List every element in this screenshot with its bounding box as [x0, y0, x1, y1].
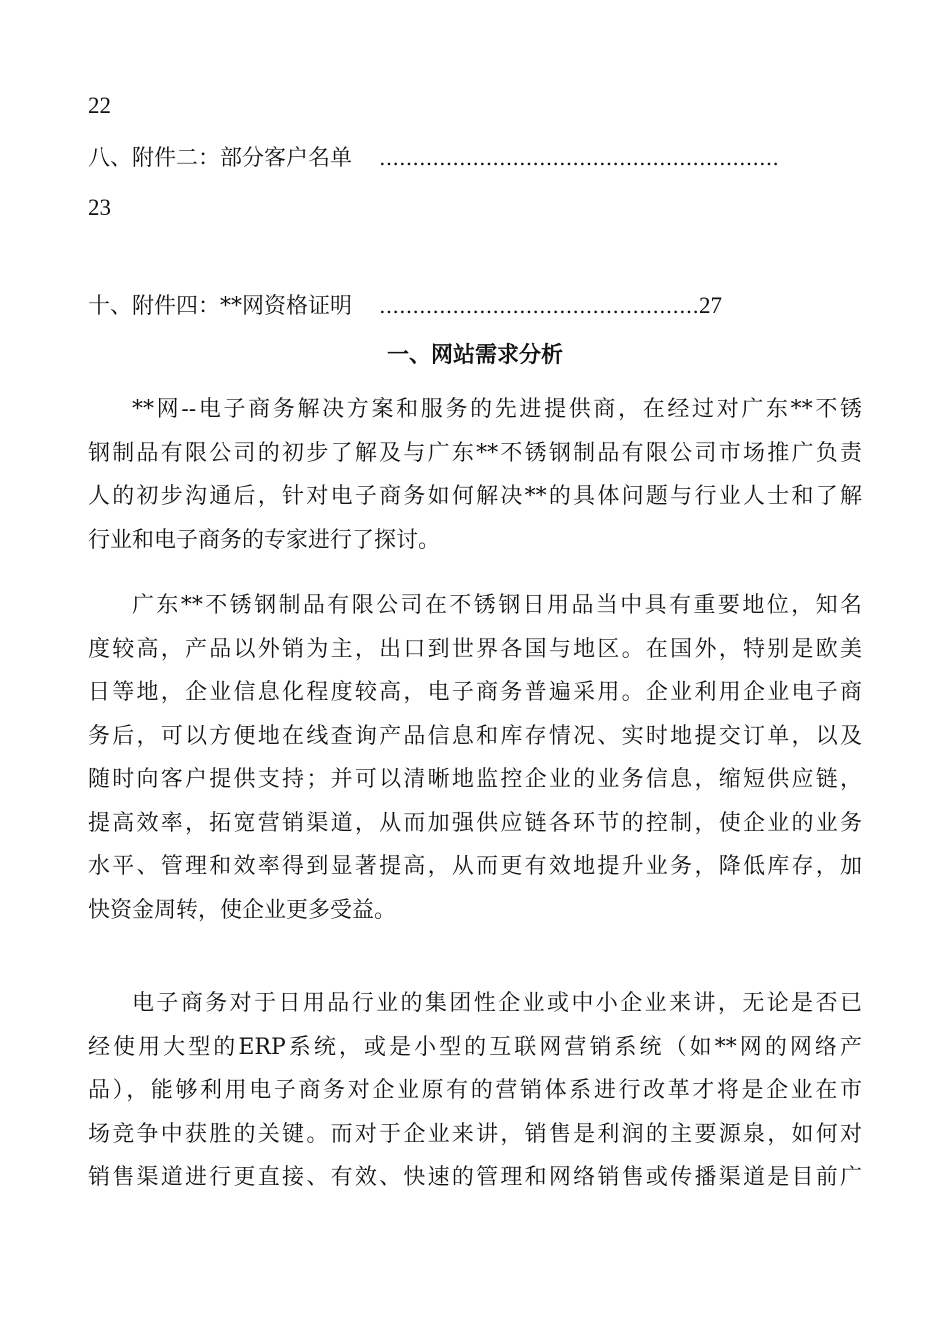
- paragraph-line: 品），能够利用电子商务对企业原有的营销体系进行改革才将是企业在市: [88, 1078, 862, 1103]
- toc-entry-attachment-2[interactable]: [88, 144, 779, 173]
- paragraph-line: 销售渠道进行更直接、有效、快速的管理和网络销售或传播渠道是目前广: [88, 1165, 862, 1190]
- paragraph-line: 电子商务对于日用品行业的集团性企业或中小企业来讲，无论是否已: [132, 991, 862, 1016]
- paragraph-line: 场竞争中获胜的关键。而对于企业来讲，销售是利润的主要源泉，如何对: [88, 1121, 862, 1147]
- toc-leader-dots: ……………………………………………………: [379, 146, 780, 170]
- paragraph-line: 人的初步沟通后，针对电子商务如何解决**的具体问题与行业人士和了解: [88, 484, 862, 509]
- toc-entry-label: 十、附件四：**网资格证明: [88, 294, 353, 319]
- section-title: 一、网站需求分析: [386, 342, 563, 368]
- toc-leader-dots: …………………………………………: [379, 294, 700, 318]
- paragraph-line: 行业和电子商务的专家进行了探讨。: [88, 527, 441, 553]
- paragraph-line: 务后，可以方便地在线查询产品信息和库存情况、实时地提交订单，以及: [88, 723, 862, 749]
- paragraph-line: 水平、管理和效率得到显著提高，从而更有效地提升业务，降低库存，加: [88, 854, 862, 879]
- paragraph-1: [88, 388, 862, 562]
- paragraph-line: 经使用大型的ERP系统，或是小型的互联网营销系统（如**网的网络产: [88, 1034, 862, 1060]
- toc-entry-label: 八、附件二：部分客户名单: [88, 146, 353, 171]
- toc-page-number: 22: [88, 93, 111, 118]
- toc-entry-attachment-4[interactable]: [88, 292, 722, 321]
- paragraph-line: 广东**不锈钢制品有限公司在不锈钢日用品当中具有重要地位，知名: [132, 593, 862, 618]
- paragraph-2: [88, 584, 862, 932]
- toc-page-number: 27: [699, 293, 723, 318]
- paragraph-line: 随时向客户提供支持；并可以清晰地监控企业的业务信息，缩短供应链，: [88, 767, 862, 792]
- paragraph-line: 度较高，产品以外销为主，出口到世界各国与地区。在国外，特别是欧美: [88, 636, 862, 662]
- paragraph-line: **网--电子商务解决方案和服务的先进提供商，在经过对广东**不锈: [132, 397, 862, 422]
- toc-page-number: 23: [88, 195, 111, 220]
- paragraph-line: 日等地，企业信息化程度较高，电子商务普遍采用。企业利用企业电子商: [88, 680, 862, 705]
- paragraph-line: 钢制品有限公司的初步了解及与广东**不锈钢制品有限公司市场推广负责: [88, 440, 862, 466]
- paragraph-line: 快资金周转，使企业更多受益。: [88, 897, 397, 923]
- paragraph-line: 提高效率，拓宽营销渠道，从而加强供应链各环节的控制，使企业的业务: [88, 810, 862, 836]
- paragraph-3: [88, 982, 862, 1200]
